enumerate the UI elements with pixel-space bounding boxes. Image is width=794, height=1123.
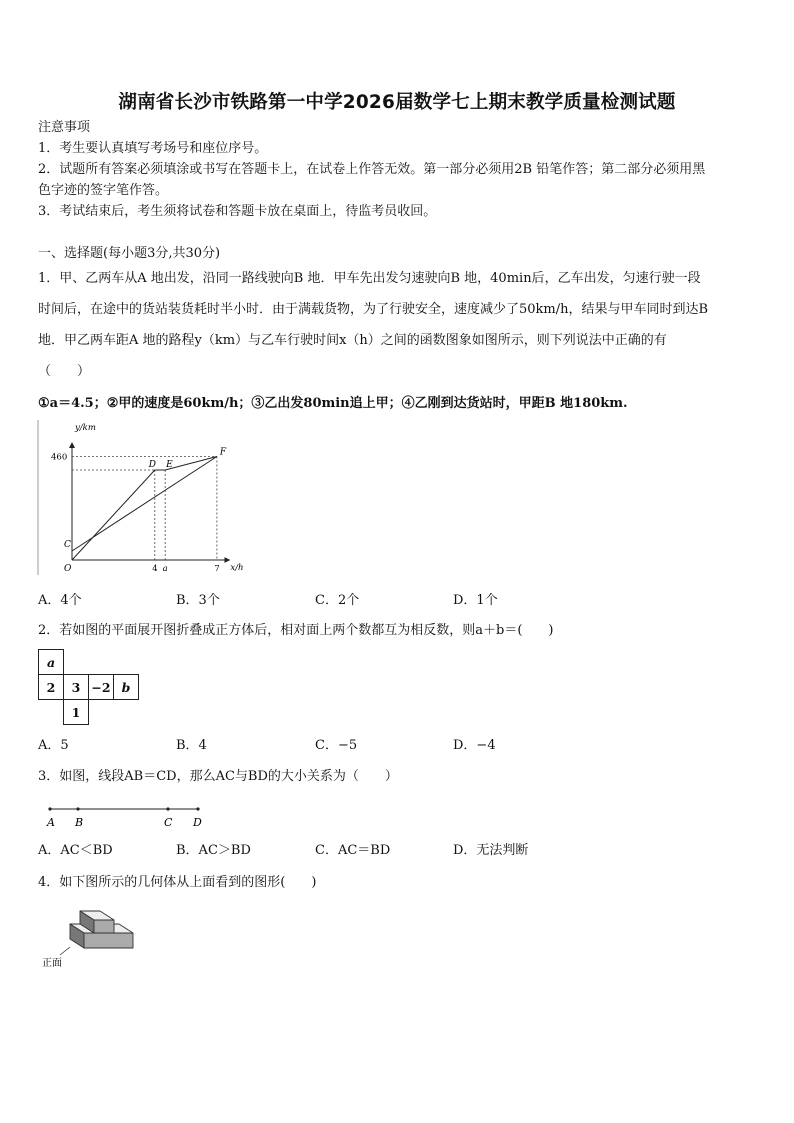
series-line-2 <box>72 457 217 561</box>
front-view-label: 正面 <box>42 958 62 969</box>
q1-function-graph <box>30 420 260 582</box>
cube-net <box>38 649 139 725</box>
point-label-c: C <box>64 540 71 550</box>
x-axis-label: x/h <box>230 563 244 573</box>
q2-option-c: C．−5 <box>315 738 358 753</box>
lower-block-front-face <box>84 933 133 948</box>
y-axis-label: y/km <box>75 423 96 433</box>
net-cell: 1 <box>64 700 89 725</box>
q4-text: 4．如下图所示的几何体从上面看到的图形( ) <box>38 875 317 890</box>
point-d-dot <box>196 807 199 810</box>
x-tick-label: a <box>162 564 168 574</box>
q3-option-a: A．AC＜BD <box>38 843 113 858</box>
net-cell: −2 <box>89 675 114 700</box>
geometry-solid-figure <box>40 903 150 973</box>
q3-option-d: D．无法判断 <box>453 843 529 858</box>
point-b-dot <box>76 807 79 810</box>
q2-option-b: B．4 <box>176 738 207 753</box>
notice-item: 2．试题所有答案必须填涂或书写在答题卡上，在试卷上作答无效。第一部分必须用2B 铅笔作答；第二部分必须用黑 <box>38 162 706 177</box>
front-arrow-line <box>60 947 70 955</box>
q1-line: 时间后，在途中的货站装货耗时半小时．由于满载货物，为了行驶安全，速度减少了50km/h，结果与甲车同时到达B <box>38 302 709 317</box>
notice-heading: 注意事项 <box>38 120 91 135</box>
q1-statements: ①a＝4.5；②甲的速度是60km/h；③乙出发80min追上甲；④乙刚到达货站时，甲距B 地180km. <box>38 396 628 411</box>
q3-option-c: C．AC＝BD <box>315 843 391 858</box>
q3-option-b: B．AC＞BD <box>176 843 251 858</box>
net-cell: a <box>39 650 64 675</box>
q2-option-d: D．−4 <box>453 738 496 753</box>
point-label-e: E <box>166 460 173 470</box>
q1-line: 1．甲、乙两车从A 地出发，沿同一路线驶向B 地．甲车先出发匀速驶向B 地，40min后，乙车出发，匀速行驶一段 <box>38 271 701 286</box>
upper-cube-front-face <box>94 920 114 933</box>
q3-text: 3．如图，线段AB＝CD，那么AC与BD的大小关系为（ ） <box>38 769 398 784</box>
q1-line: 地．甲乙两车距A 地的路程y（km）与乙车行驶时间x（h）之间的函数图象如图所示，则下列说法中正确的有 <box>38 333 667 348</box>
q2-option-a: A．5 <box>38 738 69 753</box>
q1-option-b: B．3个 <box>176 593 220 608</box>
segment-figure <box>40 800 220 830</box>
net-cell: 3 <box>64 675 89 700</box>
notice-item: 3．考试结束后，考生须将试卷和答题卡放在桌面上，待监考员收回。 <box>38 204 437 219</box>
net-cell: 2 <box>39 675 64 700</box>
notice-item: 1．考生要认真填写考场号和座位序号。 <box>38 141 268 156</box>
point-label-d: D <box>148 460 157 470</box>
y-tick-label: 460 <box>51 452 68 463</box>
page-title: 湖南省长沙市铁路第一中学2026届数学七上期末教学质量检测试题 <box>118 92 676 113</box>
origin-label: O <box>64 564 72 574</box>
point-d-label: D <box>193 816 202 829</box>
q1-option-c: C．2个 <box>315 593 360 608</box>
q1-option-d: D．1个 <box>453 593 498 608</box>
x-tick-label: 4 <box>152 564 158 574</box>
q2-text: 2．若如图的平面展开图折叠成正方体后，相对面上两个数都互为相反数，则a＋b＝( ) <box>38 623 554 638</box>
point-c-label: C <box>164 816 173 829</box>
net-cell: b <box>114 675 139 700</box>
point-label-f: F <box>219 447 227 458</box>
point-c-dot <box>166 807 169 810</box>
point-a-dot <box>48 807 51 810</box>
q1-option-a: A．4个 <box>38 593 82 608</box>
point-a-label: A <box>47 816 55 829</box>
q1-paren: （ ） <box>38 364 91 379</box>
notice-item: 色字迹的签字笔作答。 <box>38 183 169 198</box>
section-heading: 一、选择题(每小题3分,共30分) <box>38 246 221 261</box>
x-tick-label: 7 <box>214 564 220 574</box>
point-b-label: B <box>75 816 84 829</box>
